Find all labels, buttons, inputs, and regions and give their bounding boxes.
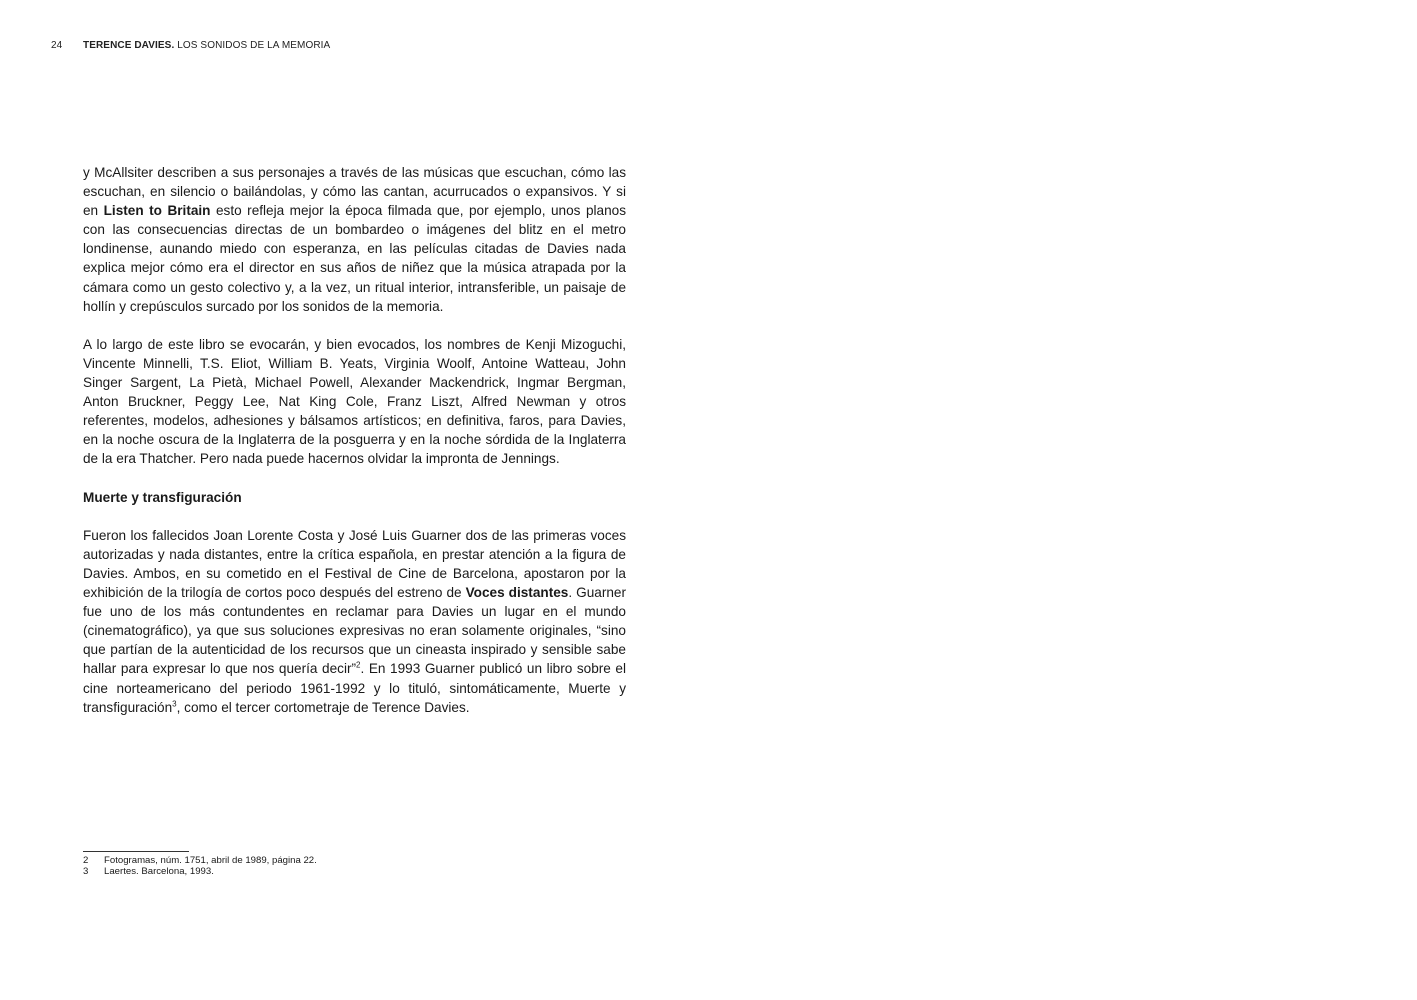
paragraph-3-text-c: . En 1993 Guarner publicó un libro sobre el cine norteamericano del periodo 1961-1992 y lo tituló, sintomáticamente, Muerte y transfiguración: [83, 661, 626, 715]
header-author: TERENCE DAVIES.: [83, 40, 175, 51]
footnote-number: 3: [83, 866, 89, 878]
film-title-listen-to-britain: Listen to Britain: [103, 203, 211, 219]
footnotes: [83, 855, 317, 878]
film-title-voces-distantes: Voces distantes: [465, 585, 569, 601]
paragraph-3: [83, 526, 626, 717]
footnote-ref-3[interactable]: 3: [172, 699, 177, 709]
footnote-item: [83, 866, 317, 877]
footnote-divider: [83, 851, 189, 852]
paragraph-3-text-d: , como el tercer cortometraje de Terence Davies.: [176, 699, 470, 715]
paragraph-3-text-b: . Guarner fue uno de los más contundentes en reclamar para Davies un lugar en el mundo (cinematográfico), ya que sus soluciones expresivas no eran solamente originales, “sino que partían de la autenticidad de los recursos que un cineasta inspirado y sensible sabe hallar para expresar lo que nos quería decir”: [83, 585, 627, 677]
paragraph-3-text-a: Fueron los fallecidos Joan Lorente Costa y José Luis Guarner dos de las primeras voces autorizadas y nada distantes, entre la crítica española, en prestar atención a la figura de Davies. Ambos, en su cometido en el Festival de Cine de Barcelona, apostaron por la exhibición de la trilogía de cortos poco después del estreno de: [83, 527, 626, 601]
footnote-number: 2: [83, 855, 89, 866]
paragraph-2: A lo largo de este libro se evocarán, y bien evocados, los nombres de Kenji Mizoguchi, Vincente Minnelli, T.S. Eliot, William B. Yeats, Virginia Woolf, Antoine Watteau, John Singer Sargent, La Pietà, Michael Powell, Alexander Mackendrick, Ingmar Bergman, Anton Bruckner, Peggy Lee, Nat King Cole, Franz Liszt, Alfred Newman y otros referentes, modelos, adhesiones y bálsamos artísticos; en definitiva, faros, para Davies, en la noche oscura de la Inglaterra de la posguerra y en la noche sórdida de la Inglaterra de la era Thatcher. Pero nada puede hacernos olvidar la impronta de Jennings.: [83, 336, 626, 467]
footnote-item: [83, 855, 317, 866]
footnote-text: Fotogramas, núm. 1751, abril de 1989, página 22.: [104, 855, 317, 866]
paragraph-1: [83, 163, 626, 316]
page-number: 24: [51, 40, 63, 51]
body-text-column: [83, 163, 626, 736]
header-book-title: LOS SONIDOS DE LA MEMORIA: [177, 40, 331, 51]
footnote-text: Laertes. Barcelona, 1993.: [104, 866, 214, 878]
paragraph-1-text-b: esto refleja mejor la época filmada que, por ejemplo, unos planos con las consecuencias directas de un bombardeo o imágenes del blitz en el metro londinense, aunando miedo con esperanza, en las películas citadas de Davies nada explica mejor cómo era el director en sus años de niñez que la música atrapada por la cámara como un gesto colectivo y, a la vez, un ritual interior, intransferible, un paisaje de hollín y crepúsculos surcado por los sonidos de la memoria.: [83, 203, 626, 314]
running-header: [51, 40, 330, 51]
footnote-ref-2[interactable]: 2: [356, 660, 361, 670]
paragraph-1-text-a: y McAllsiter describen a sus personajes a través de las músicas que escuchan, cómo las escuchan, en silencio o bailándolas, y cómo las cantan, acurrucados o expansivos. Y si en: [83, 165, 626, 219]
section-heading: Muerte y transfiguración: [83, 489, 242, 505]
